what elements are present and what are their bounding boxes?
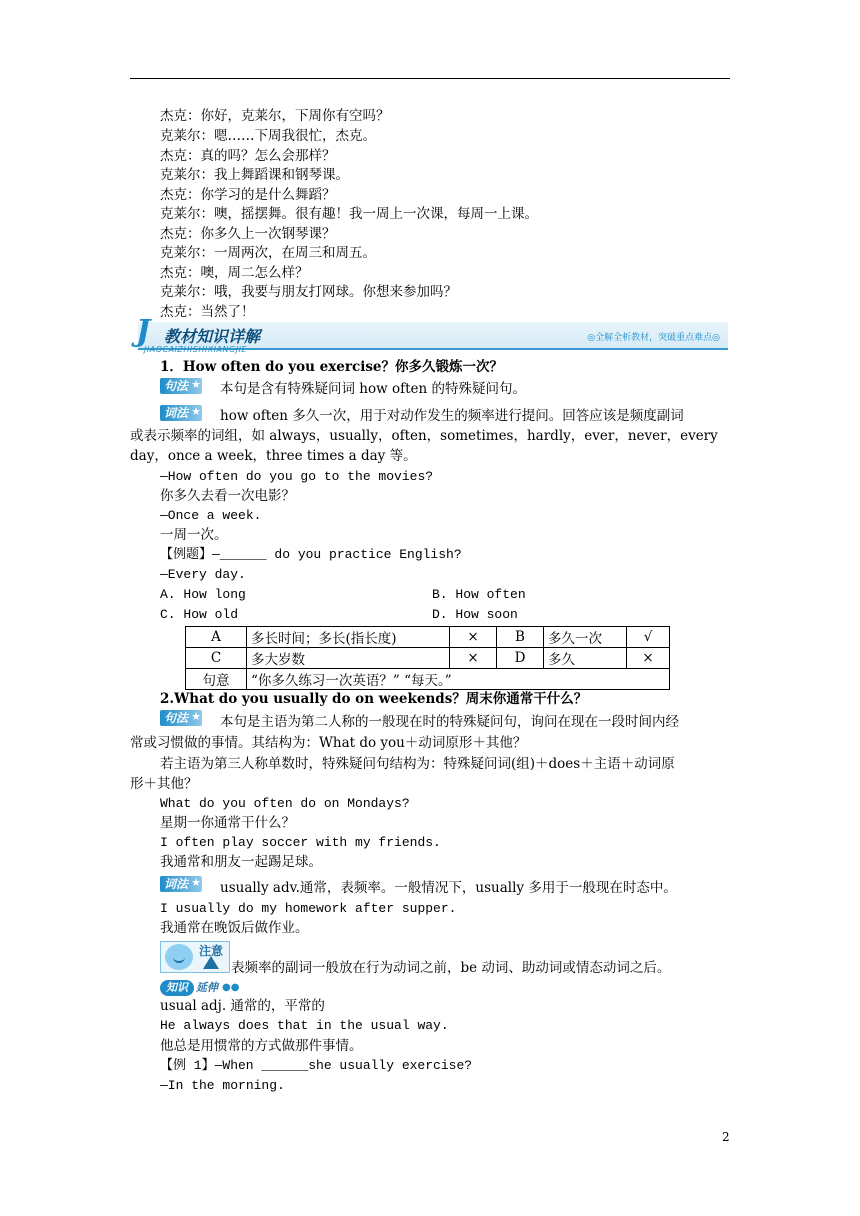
dialogue-line: 杰克：你学习的是什么舞蹈？	[160, 187, 336, 203]
star-icon: ★	[191, 710, 202, 723]
star-icon: ★	[191, 378, 202, 391]
table-cell: ×	[450, 627, 497, 648]
quiz-answer: —In the morning.	[160, 1078, 285, 1093]
example-sentence: He always does that in the usual way.	[160, 1018, 449, 1033]
banner-subtitle: JIAOCAIZHISHIXIANGJIE	[144, 345, 247, 354]
example-translation: 他总是用惯常的方式做那件事情。	[160, 1038, 363, 1054]
star-icon: ★	[191, 405, 202, 418]
table-cell: A	[186, 627, 247, 648]
example-translation: 我通常在晚饭后做作业。	[160, 920, 309, 936]
cartoon-face-icon	[165, 944, 193, 970]
table-cell: ×	[627, 648, 670, 669]
dialogue-line: 杰克：真的吗？怎么会那样？	[160, 148, 336, 164]
table-cell: “你多久练习一次英语？” “每天。”	[247, 669, 670, 690]
quiz-question: 【例 1】—When ______she usually exercise?	[160, 1058, 473, 1073]
table-cell: 多久一次	[544, 627, 627, 648]
word-tag: 词法 ★	[160, 405, 202, 421]
example-sentence: What do you often do on Mondays?	[160, 796, 410, 811]
option-b: B. How often	[432, 587, 526, 602]
note-text: 表频率的副词一般放在行为动词之前，be 动词、助动词或情态动词之后。	[231, 960, 671, 976]
example-sentence: —Once a week.	[160, 508, 262, 523]
quiz-question: 【例题】—______ do you practice English?	[160, 547, 462, 562]
table-cell: 句意	[186, 669, 247, 690]
extension-word: usual adj. 通常的，平常的	[160, 998, 325, 1014]
dots-icon: ●●	[222, 982, 240, 993]
dialogue-line: 克莱尔：我上舞蹈课和钢琴课。	[160, 167, 349, 183]
note-label: 注意	[199, 944, 224, 958]
table-cell: 多久	[544, 648, 627, 669]
dialogue-line: 杰克：你好，克莱尔，下周你有空吗？	[160, 108, 390, 124]
section-banner	[138, 316, 728, 354]
dialogue-line: 克莱尔：一周两次，在周三和周五。	[160, 245, 376, 261]
banner-slogan: ◎全解全析教材，突破重点难点◎	[587, 333, 720, 343]
table-cell: 多长时间；多长(指长度)	[247, 627, 450, 648]
table-cell: C	[186, 648, 247, 669]
word-explanation: usually adv.通常，表频率。一般情况下，usually 多用于一般现在时态中。	[220, 880, 677, 896]
sentence-explanation: 本句是含有特殊疑问词 how often 的特殊疑问句。	[220, 381, 526, 397]
sentence-tag: 句法 ★	[160, 378, 202, 394]
dialogue-line: 克莱尔：嗯……下周我很忙，杰克。	[160, 128, 376, 144]
word-explanation: 或表示频率的词组，如 always，usually，often，sometimes，hardly，ever，never，every	[130, 428, 718, 444]
extension-badge	[160, 980, 240, 996]
example-sentence: I often play soccer with my friends.	[160, 835, 441, 850]
star-icon: ★	[191, 876, 202, 889]
table-cell: B	[497, 627, 544, 648]
sentence-explanation: 本句是主语为第二人称的一般现在时的特殊疑问句，询问在现在一段时间内经	[220, 714, 679, 730]
sentence-tag: 句法 ★	[160, 710, 202, 726]
warning-icon	[203, 956, 219, 969]
banner-title: 教材知识详解	[164, 327, 261, 346]
example-sentence: —How often do you go to the movies?	[160, 469, 434, 484]
rule-text: 若主语为第三人称单数时，特殊疑问句结构为：特殊疑问词(组)＋does＋主语＋动词原	[160, 756, 675, 772]
example-translation: 一周一次。	[160, 527, 228, 543]
table-cell: ×	[450, 648, 497, 669]
example-translation: 你多久去看一次电影？	[160, 488, 295, 504]
table-row	[186, 648, 670, 669]
dialogue-line: 克莱尔：噢，摇摆舞。很有趣！我一周上一次课，每周一上课。	[160, 206, 538, 222]
table-cell: 多大岁数	[247, 648, 450, 669]
section-2-heading: 2.What do you usually do on weekends？周末你通常干什么？	[160, 691, 588, 707]
quiz-answer: —Every day.	[160, 567, 246, 582]
table-row	[186, 627, 670, 648]
section-1-heading: 1．How often do you exercise？你多久锻炼一次？	[160, 359, 504, 375]
option-c: C. How old	[160, 607, 239, 622]
word-explanation: day，once a week，three times a day 等。	[130, 448, 417, 464]
dialogue-line: 杰克：当然了！	[160, 304, 255, 320]
extension-label-2: 延伸	[196, 981, 218, 994]
header-rule	[130, 78, 730, 79]
table-cell: √	[627, 627, 670, 648]
example-sentence: I usually do my homework after supper.	[160, 901, 457, 916]
rule-text: 形＋其他？	[130, 776, 198, 792]
example-translation: 我通常和朋友一起踢足球。	[160, 854, 322, 870]
word-tag: 词法 ★	[160, 876, 202, 892]
option-d: D. How soon	[432, 607, 518, 622]
table-row	[186, 669, 670, 690]
dialogue-line: 杰克：噢，周二怎么样？	[160, 265, 309, 281]
answer-table	[185, 626, 670, 690]
sentence-explanation: 常或习惯做的事情。其结构为：What do you＋动词原形＋其他？	[130, 735, 527, 751]
page-number: 2	[722, 1130, 730, 1144]
table-cell: D	[497, 648, 544, 669]
banner-letter: J	[136, 314, 151, 349]
word-explanation: how often 多久一次，用于对动作发生的频率进行提问。回答应该是频度副词	[220, 408, 684, 424]
dialogue-line: 杰克：你多久上一次钢琴课？	[160, 226, 336, 242]
extension-label: 知识	[160, 980, 194, 996]
note-badge	[160, 941, 230, 973]
option-a: A. How long	[160, 587, 246, 602]
example-translation: 星期一你通常干什么？	[160, 815, 295, 831]
dialogue-line: 克莱尔：哦，我要与朋友打网球。你想来参加吗？	[160, 284, 457, 300]
